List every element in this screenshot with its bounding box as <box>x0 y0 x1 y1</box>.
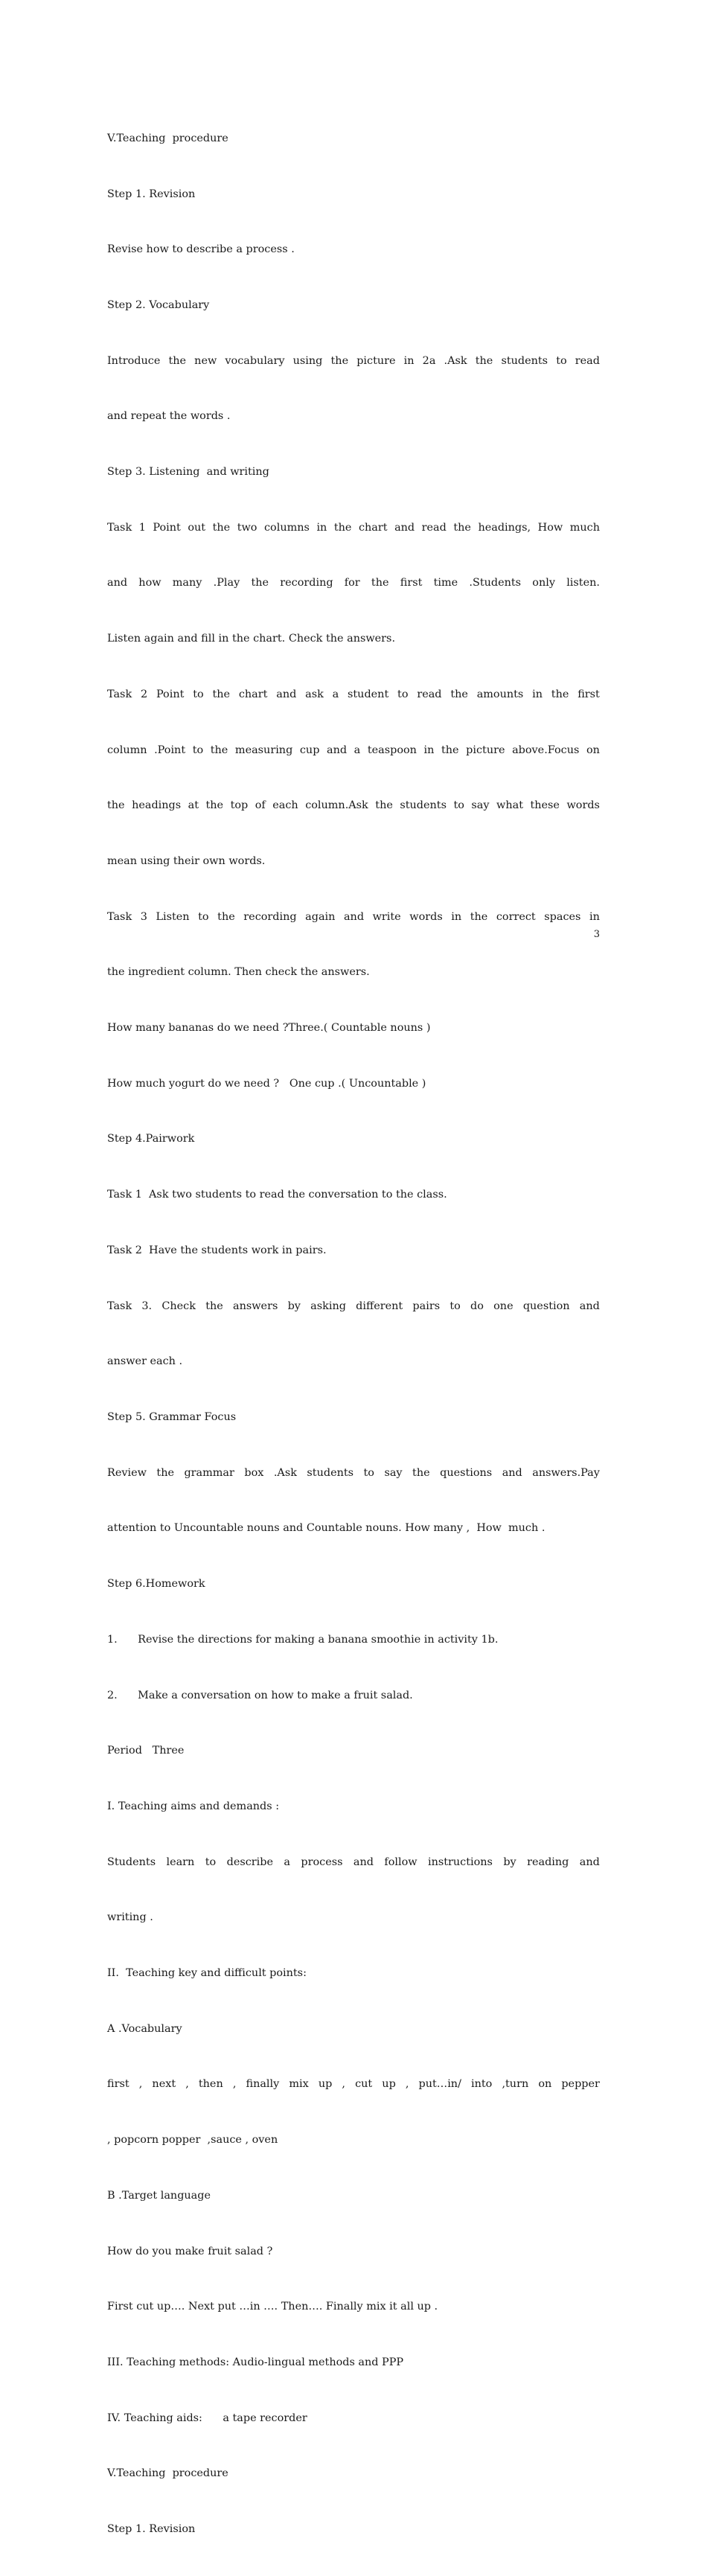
text-line: How do you make fruit salad ? <box>107 2245 273 2257</box>
word: Task <box>107 910 132 923</box>
text-line-justified <box>107 519 600 537</box>
word: only <box>532 577 555 589</box>
word: column.Ask <box>305 799 368 812</box>
text-line: Period Three <box>107 1745 185 1757</box>
word: how <box>138 577 161 589</box>
word: the <box>375 799 393 812</box>
word: Task <box>107 688 132 700</box>
word: the <box>333 521 352 534</box>
word: the <box>212 521 231 534</box>
word: do <box>470 1300 484 1312</box>
word: grammar <box>184 1466 234 1479</box>
text-line: Step 2. Vocabulary <box>107 298 210 311</box>
word: .Play <box>213 577 240 589</box>
text-line-justified <box>107 796 600 815</box>
word: top <box>230 799 249 812</box>
word: , <box>342 2078 345 2091</box>
text-line-justified <box>107 908 600 927</box>
word: , <box>232 2078 237 2091</box>
word: a <box>332 688 339 700</box>
word: and <box>502 1466 522 1479</box>
word: the <box>412 1466 430 1479</box>
word: Point <box>153 521 181 534</box>
word: vocabulary <box>225 354 285 367</box>
word: reading <box>527 1856 569 1868</box>
text-line: Step 5. Grammar Focus <box>107 1410 237 1423</box>
text-line: the ingredient column. Then check the answers. <box>107 966 370 979</box>
word: in <box>532 688 543 700</box>
word: the <box>212 688 231 700</box>
word: learn <box>166 1856 195 1868</box>
word: picture <box>466 744 505 756</box>
word: the <box>217 910 235 923</box>
word: answers <box>233 1300 278 1312</box>
word: words <box>566 799 600 812</box>
word: in <box>403 354 415 367</box>
word: and <box>579 1300 600 1312</box>
word: , <box>185 2078 189 2091</box>
word: Listen <box>156 910 190 923</box>
word: and <box>276 688 297 700</box>
word: .Point <box>154 744 186 756</box>
word: students <box>501 354 548 367</box>
word: 2 <box>140 688 148 700</box>
word: cup <box>299 744 320 756</box>
text-line: Step 3. Listening and writing <box>107 466 269 479</box>
text-line: V.Teaching procedure <box>107 132 228 144</box>
text-line: A .Vocabulary <box>107 2022 182 2035</box>
word: again <box>305 910 336 923</box>
word: words <box>409 910 443 923</box>
word: picture <box>356 354 396 367</box>
word: to <box>205 1856 217 1868</box>
word: instructions <box>427 1856 493 1868</box>
word: in <box>589 910 600 923</box>
word: and <box>394 521 415 534</box>
page-number: 3 <box>593 929 600 940</box>
text-line: mean using their own words. <box>107 854 266 867</box>
word: into <box>471 2078 493 2091</box>
word: what <box>496 799 523 812</box>
text-line: V.Teaching procedure <box>107 2467 228 2480</box>
word: to <box>363 1466 374 1479</box>
word: in <box>423 744 435 756</box>
word: new <box>194 354 217 367</box>
text-line: 1. Revise the directions for making a banana smoothie in activity 1b. <box>107 1633 499 1646</box>
text-line: IV. Teaching aids: a tape recorder <box>107 2412 307 2424</box>
text-line: How much yogurt do we need ? One cup .( Uncountable ) <box>107 1077 426 1090</box>
word: the <box>205 1300 223 1312</box>
word: read <box>417 688 442 700</box>
word: the <box>251 577 269 589</box>
word: to <box>450 1300 461 1312</box>
text-line: II. Teaching key and difficult points: <box>107 1967 307 1980</box>
word: the <box>168 354 187 367</box>
word: recording <box>243 910 297 923</box>
word: time <box>433 577 458 589</box>
text-line: writing . <box>107 1911 153 1924</box>
word: the <box>551 688 569 700</box>
text-line: Listen again and fill in the chart. Check the answers. <box>107 633 396 645</box>
word: 3 <box>140 910 147 923</box>
word: first <box>400 577 423 589</box>
word: headings, <box>478 521 531 534</box>
word: to <box>556 354 567 367</box>
word: different <box>356 1300 403 1312</box>
word: mix <box>289 2078 309 2091</box>
word: first <box>107 2078 129 2091</box>
text-line-justified <box>107 1464 600 1483</box>
word: for <box>344 577 360 589</box>
word: the <box>210 744 228 756</box>
word: using <box>292 354 323 367</box>
word: out <box>188 521 206 534</box>
word: at <box>188 799 199 812</box>
word: headings <box>132 799 182 812</box>
text-line-justified <box>107 1297 600 1316</box>
word: the <box>450 688 468 700</box>
word: the <box>330 354 349 367</box>
word: students <box>307 1466 354 1479</box>
word: Introduce <box>107 354 161 367</box>
text-line: answer each . <box>107 1355 183 1368</box>
word: the <box>205 799 224 812</box>
word: spaces <box>544 910 581 923</box>
word: two <box>237 521 257 534</box>
text-line: Step 6.Homework <box>107 1578 205 1591</box>
word: Students <box>107 1856 156 1868</box>
text-line: Step 1. Revision <box>107 188 196 200</box>
word: box <box>244 1466 264 1479</box>
word: Check <box>161 1300 196 1312</box>
word: to <box>397 688 409 700</box>
word: 2a <box>422 354 436 367</box>
word: write <box>372 910 401 923</box>
word: a <box>354 744 361 756</box>
word: Review <box>107 1466 147 1479</box>
word: then <box>198 2078 223 2091</box>
text-line: Revise how to describe a process . <box>107 243 295 256</box>
text-line: attention to Uncountable nouns and Countable nouns. How many , How much . <box>107 1522 546 1535</box>
word: by <box>287 1300 301 1312</box>
word: asking <box>310 1300 346 1312</box>
text-line-justified <box>107 352 600 371</box>
word: say <box>471 799 490 812</box>
word: many <box>172 577 202 589</box>
word: in <box>451 910 462 923</box>
page-body <box>107 92 600 2576</box>
word: How <box>537 521 563 534</box>
word: amounts <box>476 688 524 700</box>
word: on <box>586 744 600 756</box>
text-line-justified <box>107 574 600 592</box>
word: on <box>538 2078 552 2091</box>
word: teaspoon <box>367 744 417 756</box>
word: the <box>453 521 471 534</box>
word: and <box>353 1856 374 1868</box>
text-line: Task 2 Have the students work in pairs. <box>107 1244 327 1256</box>
word: put…in/ <box>418 2078 461 2091</box>
word: column <box>107 744 147 756</box>
word: columns <box>264 521 310 534</box>
word: recording <box>280 577 333 589</box>
word: Task <box>107 1300 132 1312</box>
word: describe <box>226 1856 273 1868</box>
text-line: Step 1. Revision <box>107 2523 196 2536</box>
word: these <box>530 799 560 812</box>
word: of <box>255 799 266 812</box>
text-line: III. Teaching methods: Audio-lingual methods and PPP <box>107 2356 404 2368</box>
word: Task <box>107 521 132 534</box>
text-line: , popcorn popper ,sauce , oven <box>107 2134 278 2147</box>
text-line: and repeat the words . <box>107 410 231 423</box>
word: to <box>453 799 464 812</box>
word: much <box>569 521 600 534</box>
word: chart <box>358 521 388 534</box>
word: .Students <box>469 577 522 589</box>
word: question <box>522 1300 570 1312</box>
word: , <box>138 2078 143 2091</box>
word: Point <box>156 688 185 700</box>
text-line-justified <box>107 685 600 704</box>
word: .Ask <box>273 1466 297 1479</box>
word: a <box>284 1856 290 1868</box>
word: chart <box>238 688 268 700</box>
text-line: B .Target language <box>107 2189 211 2202</box>
word: next <box>152 2078 176 2091</box>
word: read <box>421 521 447 534</box>
word: and <box>327 744 348 756</box>
word: finally <box>246 2078 280 2091</box>
word: say <box>384 1466 403 1479</box>
text-line: First cut up…. Next put …in …. Then…. Finally mix it all up . <box>107 2301 438 2313</box>
word: the <box>470 910 488 923</box>
word: the <box>441 744 459 756</box>
word: one <box>493 1300 514 1312</box>
word: above.Focus <box>512 744 580 756</box>
word: cut <box>355 2078 373 2091</box>
word: in <box>316 521 327 534</box>
word: answers.Pay <box>532 1466 600 1479</box>
text-line: Step 4.Pairwork <box>107 1133 195 1145</box>
word: first <box>578 688 600 700</box>
text-line: How many bananas do we need ?Three.( Countable nouns ) <box>107 1022 431 1035</box>
word: listen. <box>566 577 600 589</box>
text-line-justified <box>107 2075 600 2094</box>
word: to <box>192 744 204 756</box>
word: pepper <box>561 2078 600 2091</box>
word: each <box>272 799 298 812</box>
word: .Ask <box>444 354 467 367</box>
word: to <box>198 910 209 923</box>
text-line: I. Teaching aims and demands : <box>107 1800 280 1812</box>
word: student <box>348 688 389 700</box>
word: 3. <box>141 1300 153 1312</box>
word: up <box>318 2078 333 2091</box>
word: read <box>575 354 600 367</box>
word: and <box>343 910 365 923</box>
word: ,turn <box>502 2078 529 2091</box>
word: students <box>400 799 447 812</box>
word: to <box>193 688 204 700</box>
word: 1 <box>138 521 146 534</box>
text-line: 2. Make a conversation on how to make a fruit salad. <box>107 1689 413 1701</box>
word: follow <box>384 1856 418 1868</box>
word: up <box>382 2078 396 2091</box>
word: and <box>107 577 128 589</box>
word: questions <box>440 1466 493 1479</box>
word: ask <box>305 688 324 700</box>
word: the <box>475 354 493 367</box>
word: correct <box>496 910 536 923</box>
word: the <box>156 1466 174 1479</box>
word: by <box>503 1856 516 1868</box>
word: the <box>371 577 389 589</box>
word: , <box>405 2078 409 2091</box>
text-line-justified <box>107 741 600 760</box>
word: the <box>107 799 125 812</box>
text-line: Task 1 Ask two students to read the conversation to the class. <box>107 1189 447 1201</box>
word: process <box>301 1856 343 1868</box>
text-line-justified <box>107 1853 600 1872</box>
word: measuring <box>234 744 293 756</box>
word: and <box>579 1856 600 1868</box>
word: pairs <box>412 1300 441 1312</box>
